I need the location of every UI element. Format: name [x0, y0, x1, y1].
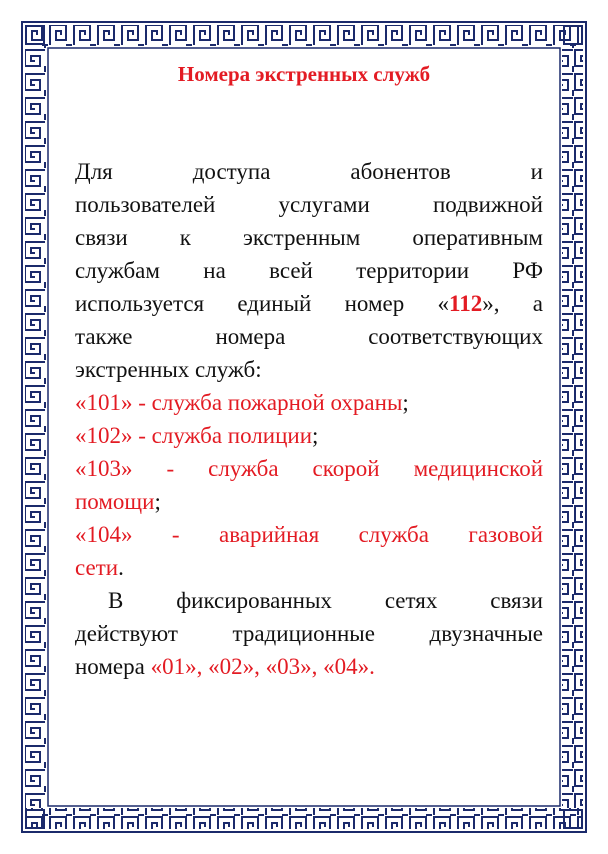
p1-line-1: Для доступа абонентов и [75, 159, 543, 184]
p1-line-6: также номера соответствующих [75, 324, 543, 349]
p2-line-2: действуют традиционные двузначные [75, 621, 543, 646]
service-102 [75, 419, 543, 452]
p1-line-5 [75, 287, 543, 320]
p1-line-3: связи к экстренным оперативным [75, 225, 543, 250]
page-title: Номера экстренных служб [177, 62, 431, 86]
main-text [75, 155, 543, 683]
service-104-text-2: сети [75, 555, 119, 580]
service-104-end: . [118, 555, 124, 580]
number-112: 112 [449, 291, 483, 316]
service-104-line-2 [75, 551, 543, 584]
service-104-line-1: «104» - аварийная служба газовой [75, 522, 543, 547]
service-101-end: ; [402, 390, 409, 415]
service-102-end: ; [312, 423, 319, 448]
p1-line-5-pre: используется единый номер « [75, 291, 450, 316]
p2-line-3 [75, 650, 543, 683]
service-103-end: ; [154, 489, 161, 514]
service-101 [75, 386, 543, 419]
p2-line-3-pre: номера [75, 654, 151, 679]
p1-line-4: службам на всей территории РФ [75, 258, 543, 283]
service-103-text-2: помощи [75, 489, 155, 514]
p1-line-5-post: », а [482, 291, 543, 316]
p1-line-7: экстренных служб: [75, 357, 262, 382]
fixed-numbers: «01», «02», «03», «04». [150, 654, 375, 679]
p1-line-2: пользователей услугами подвижной [75, 192, 543, 217]
p2-line-1: В фиксированных сетях связи [108, 588, 543, 613]
service-101-text: «101» - служба пожарной охраны [75, 390, 403, 415]
service-102-text: «102» - служба полиции [75, 423, 313, 448]
service-103-line-1: «103» - служба скорой медицинской [75, 456, 543, 481]
service-103-line-2 [75, 485, 543, 518]
